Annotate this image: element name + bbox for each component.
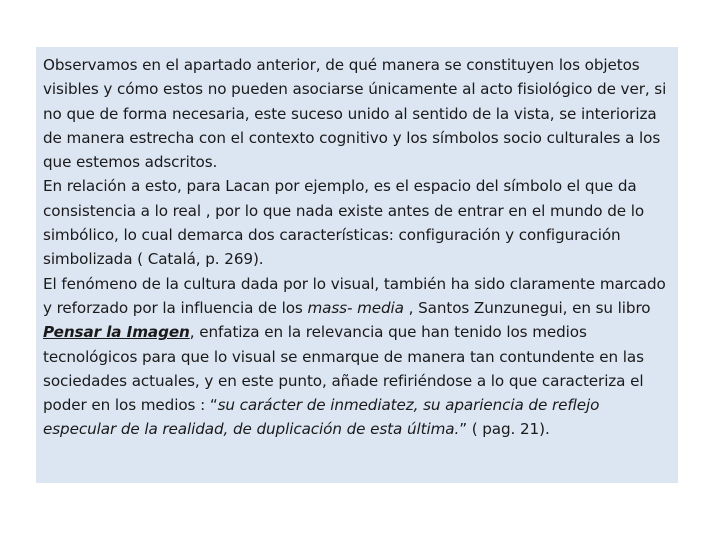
paragraph-3-text-2: , Santos Zunzunegui, en su libro bbox=[403, 298, 651, 317]
book-title: Pensar la Imagen bbox=[43, 323, 190, 342]
paragraph-1: Observamos en el apartado anterior, de qué manera se constituyen los objetos visibles y cómo estos no pueden asociarse únicamente al acto fisiológico de ver, si no que de forma necesaria, este suceso unido al sentido de la vista, se interioriza de manera estrecha con el contexto cognitivo y los símbolos socio culturales a los que estemos adscritos. bbox=[43, 56, 667, 172]
paragraph-3-text-3: , enfatiza en la relevancia que han tenido los medios tecnológicos para que lo visual se enmarque de manera tan contundente en las sociedades actuales, y en este punto, añade refiriéndose a lo que caracteriza el poder en los medios : “ bbox=[43, 323, 644, 415]
paragraph-3-text-1: El fenómeno de la cultura dada por lo visual, también ha sido claramente marcado y reforzado por la influencia de los bbox=[43, 274, 666, 317]
paragraph-2: En relación a esto, para Lacan por ejemplo, es el espacio del símbolo el que da consistencia a lo real , por lo que nada existe antes de entrar en el mundo de lo simbólico, lo cual demarca dos características: configuración y configuración simbolizada ( Catalá, p. 269). bbox=[43, 177, 645, 269]
text-box bbox=[36, 47, 678, 483]
quote-text: su carácter de inmediatez, su apariencia de reflejo especular de la realidad, de duplicación de esta última. bbox=[43, 396, 600, 439]
paragraph-3-text-4: ” ( pag. 21). bbox=[459, 420, 550, 439]
mass-media-term: mass- media bbox=[307, 298, 404, 317]
paragraph-3 bbox=[43, 272, 670, 442]
